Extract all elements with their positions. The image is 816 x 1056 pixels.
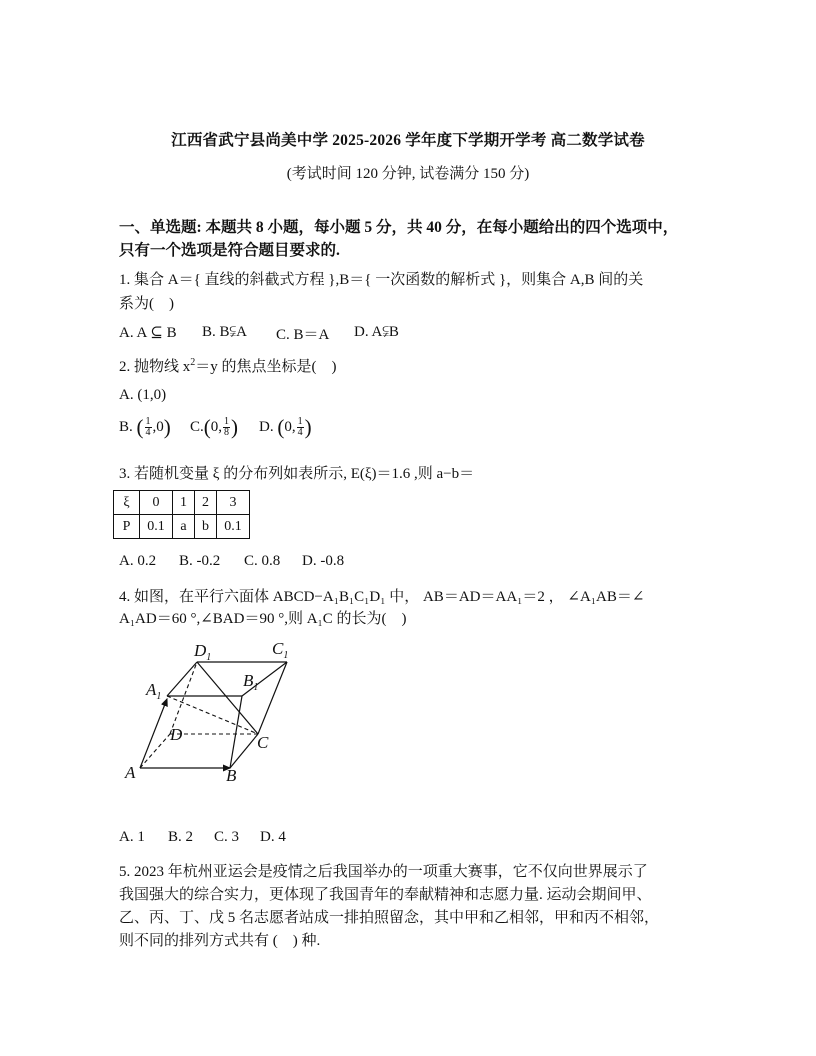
q3-option-d: D. -0.8 [302, 553, 345, 569]
label-a: A [125, 763, 136, 782]
edge-ad-hidden [140, 734, 170, 768]
q2-stem [119, 355, 337, 376]
label-b1: $B_1$ [243, 671, 259, 693]
q4-option-b: B. 2 [168, 829, 194, 845]
q2-option-a: A. (1,0) [119, 387, 167, 403]
q2-option-b-fraction: $\frac{1}{4}$ [145, 416, 151, 438]
q5-stem-line2: 我国强大的综合实力，更体现了我国青年的奉献精神和志愿力量. 运动会期间甲、 [119, 887, 652, 903]
q1-option-b: B. B⫋A [202, 324, 247, 340]
q1-stem-line1: 1. 集合 A＝{ 直线的斜截式方程 },B＝{ 一次函数的解析式 }，则集合 A,B 间的关 [119, 272, 644, 288]
exam-subtitle: (考试时间 120 分钟, 试卷满分 150 分) [286, 166, 530, 182]
q5-stem-line4: 则不同的排列方式共有 ( ) 种. [119, 933, 321, 949]
q2-option-d-fraction: $\frac{1}{4}$ [297, 416, 303, 438]
q5-stem-line1: 5. 2023 年杭州亚运会是疫情之后我国举办的一项重大赛事，它不仅向世界展示了 [119, 864, 648, 880]
q3-option-a: A. 0.2 [119, 553, 157, 569]
table-cell: 2 [195, 491, 217, 515]
q3-option-b: B. -0.2 [179, 553, 221, 569]
table-cell: 3 [217, 491, 250, 515]
edge-a1d1 [167, 662, 197, 696]
q3-option-c: C. 0.8 [244, 553, 281, 569]
edge-bb1 [230, 696, 242, 768]
section-heading-line1: 一、单选题: 本题共 8 小题，每小题 5 分，共 40 分，在每小题给出的四个选项中， [119, 219, 679, 236]
q4-stem-line1: 4. 如图，在平行六面体 ABCD−A₁B₁C₁D₁ 中， AB＝AD＝AA₁＝2 ， ∠A₁AB＝∠ [119, 589, 645, 605]
label-d: D [170, 725, 183, 744]
q2-exponent: 2 [190, 357, 196, 368]
section-heading-line2: 只有一个选项是符合题目要求的. [119, 242, 340, 259]
label-c1: $C_1$ [272, 639, 289, 661]
table-row [114, 515, 250, 539]
edge-dd1-hidden [170, 662, 197, 734]
q5-stem-line3: 乙、丙、丁、戊 5 名志愿者站成一排拍照留念，其中甲和乙相邻，甲和丙不相邻， [119, 910, 660, 926]
q2-option-c: C.(0, $\frac{1}{8}$ ) [190, 415, 239, 439]
parallelepiped-figure [110, 632, 310, 792]
q4-option-c: C. 3 [214, 829, 240, 845]
q1-stem-line2: 系为( ) [119, 296, 174, 312]
edge-bc [230, 734, 258, 768]
label-c: C [257, 733, 269, 752]
table-cell: 1 [173, 491, 195, 515]
label-b: B [226, 766, 237, 785]
q2-stem-tail: ＝y 的焦点坐标是( ) [195, 359, 337, 375]
table-row [114, 491, 250, 515]
q2-option-b: B. ( $\frac{1}{4}$ ,0) [119, 415, 171, 439]
distribution-table [113, 490, 250, 539]
label-d1: $D_1$ [194, 641, 212, 663]
table-cell: P [114, 515, 140, 539]
q1-option-d: D. A⫋B [354, 324, 399, 340]
table-cell: 0.1 [217, 515, 250, 539]
table-cell: ξ [114, 491, 140, 515]
exam-title: 江西省武宁县尚美中学 2025-2026 学年度下学期开学考 高二数学试卷 [171, 132, 645, 149]
q2-option-c-fraction: $\frac{1}{8}$ [224, 416, 230, 438]
q3-stem: 3. 若随机变量 ξ 的分布列如表所示, E(ξ)＝1.6 ,则 a−b＝ [119, 466, 475, 482]
table-cell: 0 [140, 491, 173, 515]
q2-stem-text: 2. 抛物线 x [119, 359, 191, 375]
table-cell: 0.1 [140, 515, 173, 539]
q4-option-d: D. 4 [260, 829, 286, 845]
q4-option-a: A. 1 [119, 829, 145, 845]
label-a1: $A_1$ [146, 680, 162, 702]
edge-aa1 [140, 699, 167, 768]
q1-option-c: C. B＝A [276, 327, 330, 343]
table-cell: b [195, 515, 217, 539]
table-cell: a [173, 515, 195, 539]
q1-option-a: A. A ⊆ B [119, 325, 177, 341]
q2-option-d: D. (0, $\frac{1}{4}$ ) [259, 415, 312, 439]
q4-stem-line2: A₁AD＝60 °,∠BAD＝90 °,则 A₁C 的长为( ) [119, 611, 407, 627]
